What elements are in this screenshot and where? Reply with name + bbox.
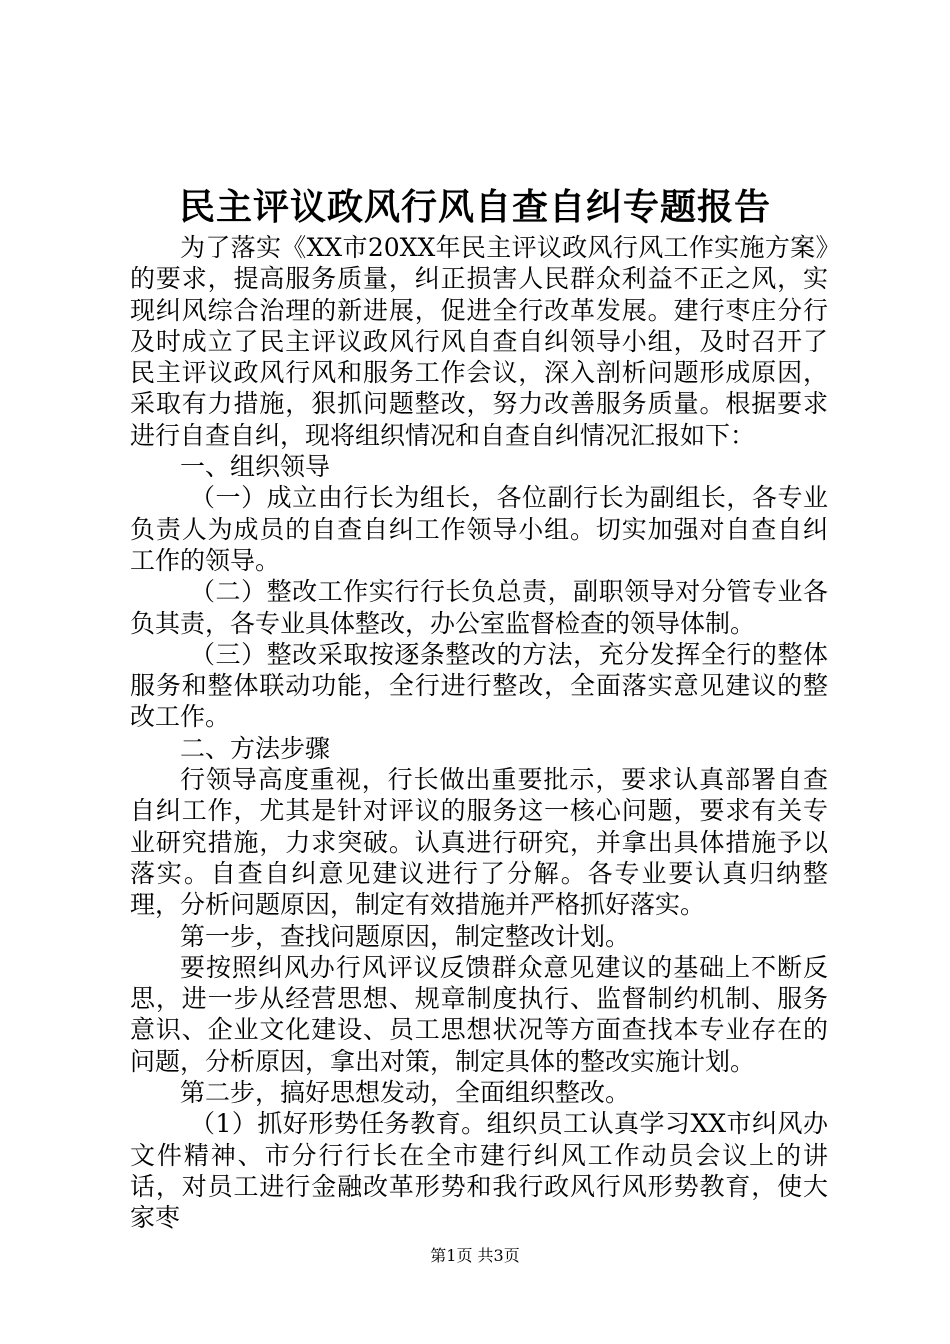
paragraph-item-1: （一）成立由行长为组长，各位副行长为副组长，各专业负责人为成员的自查自纠工作领导小组。切实加强对自查自纠工作的领导。 xyxy=(130,483,828,575)
paragraph-step-2: 第二步，搞好思想发动，全面组织整改。 xyxy=(180,1078,631,1108)
section-heading-2: 二、方法步骤 xyxy=(180,733,331,763)
paragraph-intro: 为了落实《XX市20XX年民主评议政风行风工作实施方案》的要求，提高服务质量，纠正损害人民群众利益不正之风，实现纠风综合治理的新进展，促进全行改革发展。建行枣庄分行及时成立了民主评议政风行风自查自纠领导小组，及时召开了民主评议政风行风和服务工作会议，深入剖析问题形成原因，采取有力措施，狠抓问题整改，努力改善服务质量。根据要求进行自查自纠，现将组织情况和自查自纠情况汇报如下： xyxy=(130,233,828,450)
paragraph-step-1-detail: 要按照纠风办行风评议反馈群众意见建议的基础上不断反思，进一步从经营思想、规章制度执行、监督制约机制、服务意识、企业文化建设、员工思想状况等方面查找本专业存在的问题，分析原因，拿出对策，制定具体的整改实施计划。 xyxy=(130,952,828,1076)
section-heading-1: 一、组织领导 xyxy=(180,452,331,482)
paragraph-step-1: 第一步，查找问题原因，制定整改计划。 xyxy=(180,921,631,951)
paragraph-methods: 行领导高度重视，行长做出重要批示，要求认真部署自查自纠工作，尤其是针对评议的服务这一核心问题，要求有关专业研究措施，力求突破。认真进行研究，并拿出具体措施予以落实。自查自纠意见建议进行了分解。各专业要认真归纳整理，分析问题原因，制定有效措施并严格抓好落实。 xyxy=(130,765,828,920)
paragraph-item-2: （二）整改工作实行行长负总责，副职领导对分管专业各负其责，各专业具体整改，办公室监督检查的领导体制。 xyxy=(130,577,828,638)
page-footer: 第1页 共3页 xyxy=(430,1246,520,1265)
document-body xyxy=(130,232,828,1234)
paragraph-item-3: （三）整改采取按逐条整改的方法，充分发挥全行的整体服务和整体联动功能，全行进行整改，全面落实意见建议的整改工作。 xyxy=(130,639,828,732)
document-title: 民主评议政风行风自查自纠专题报告 xyxy=(178,187,771,228)
paragraph-step-2-item-1: （1）抓好形势任务教育。组织员工认真学习XX市纠风办文件精神、市分行行长在全市建行纠风工作动员会议上的讲话，对员工进行金融改革形势和我行政风行风形势教育，使大家枣 xyxy=(130,1109,828,1233)
